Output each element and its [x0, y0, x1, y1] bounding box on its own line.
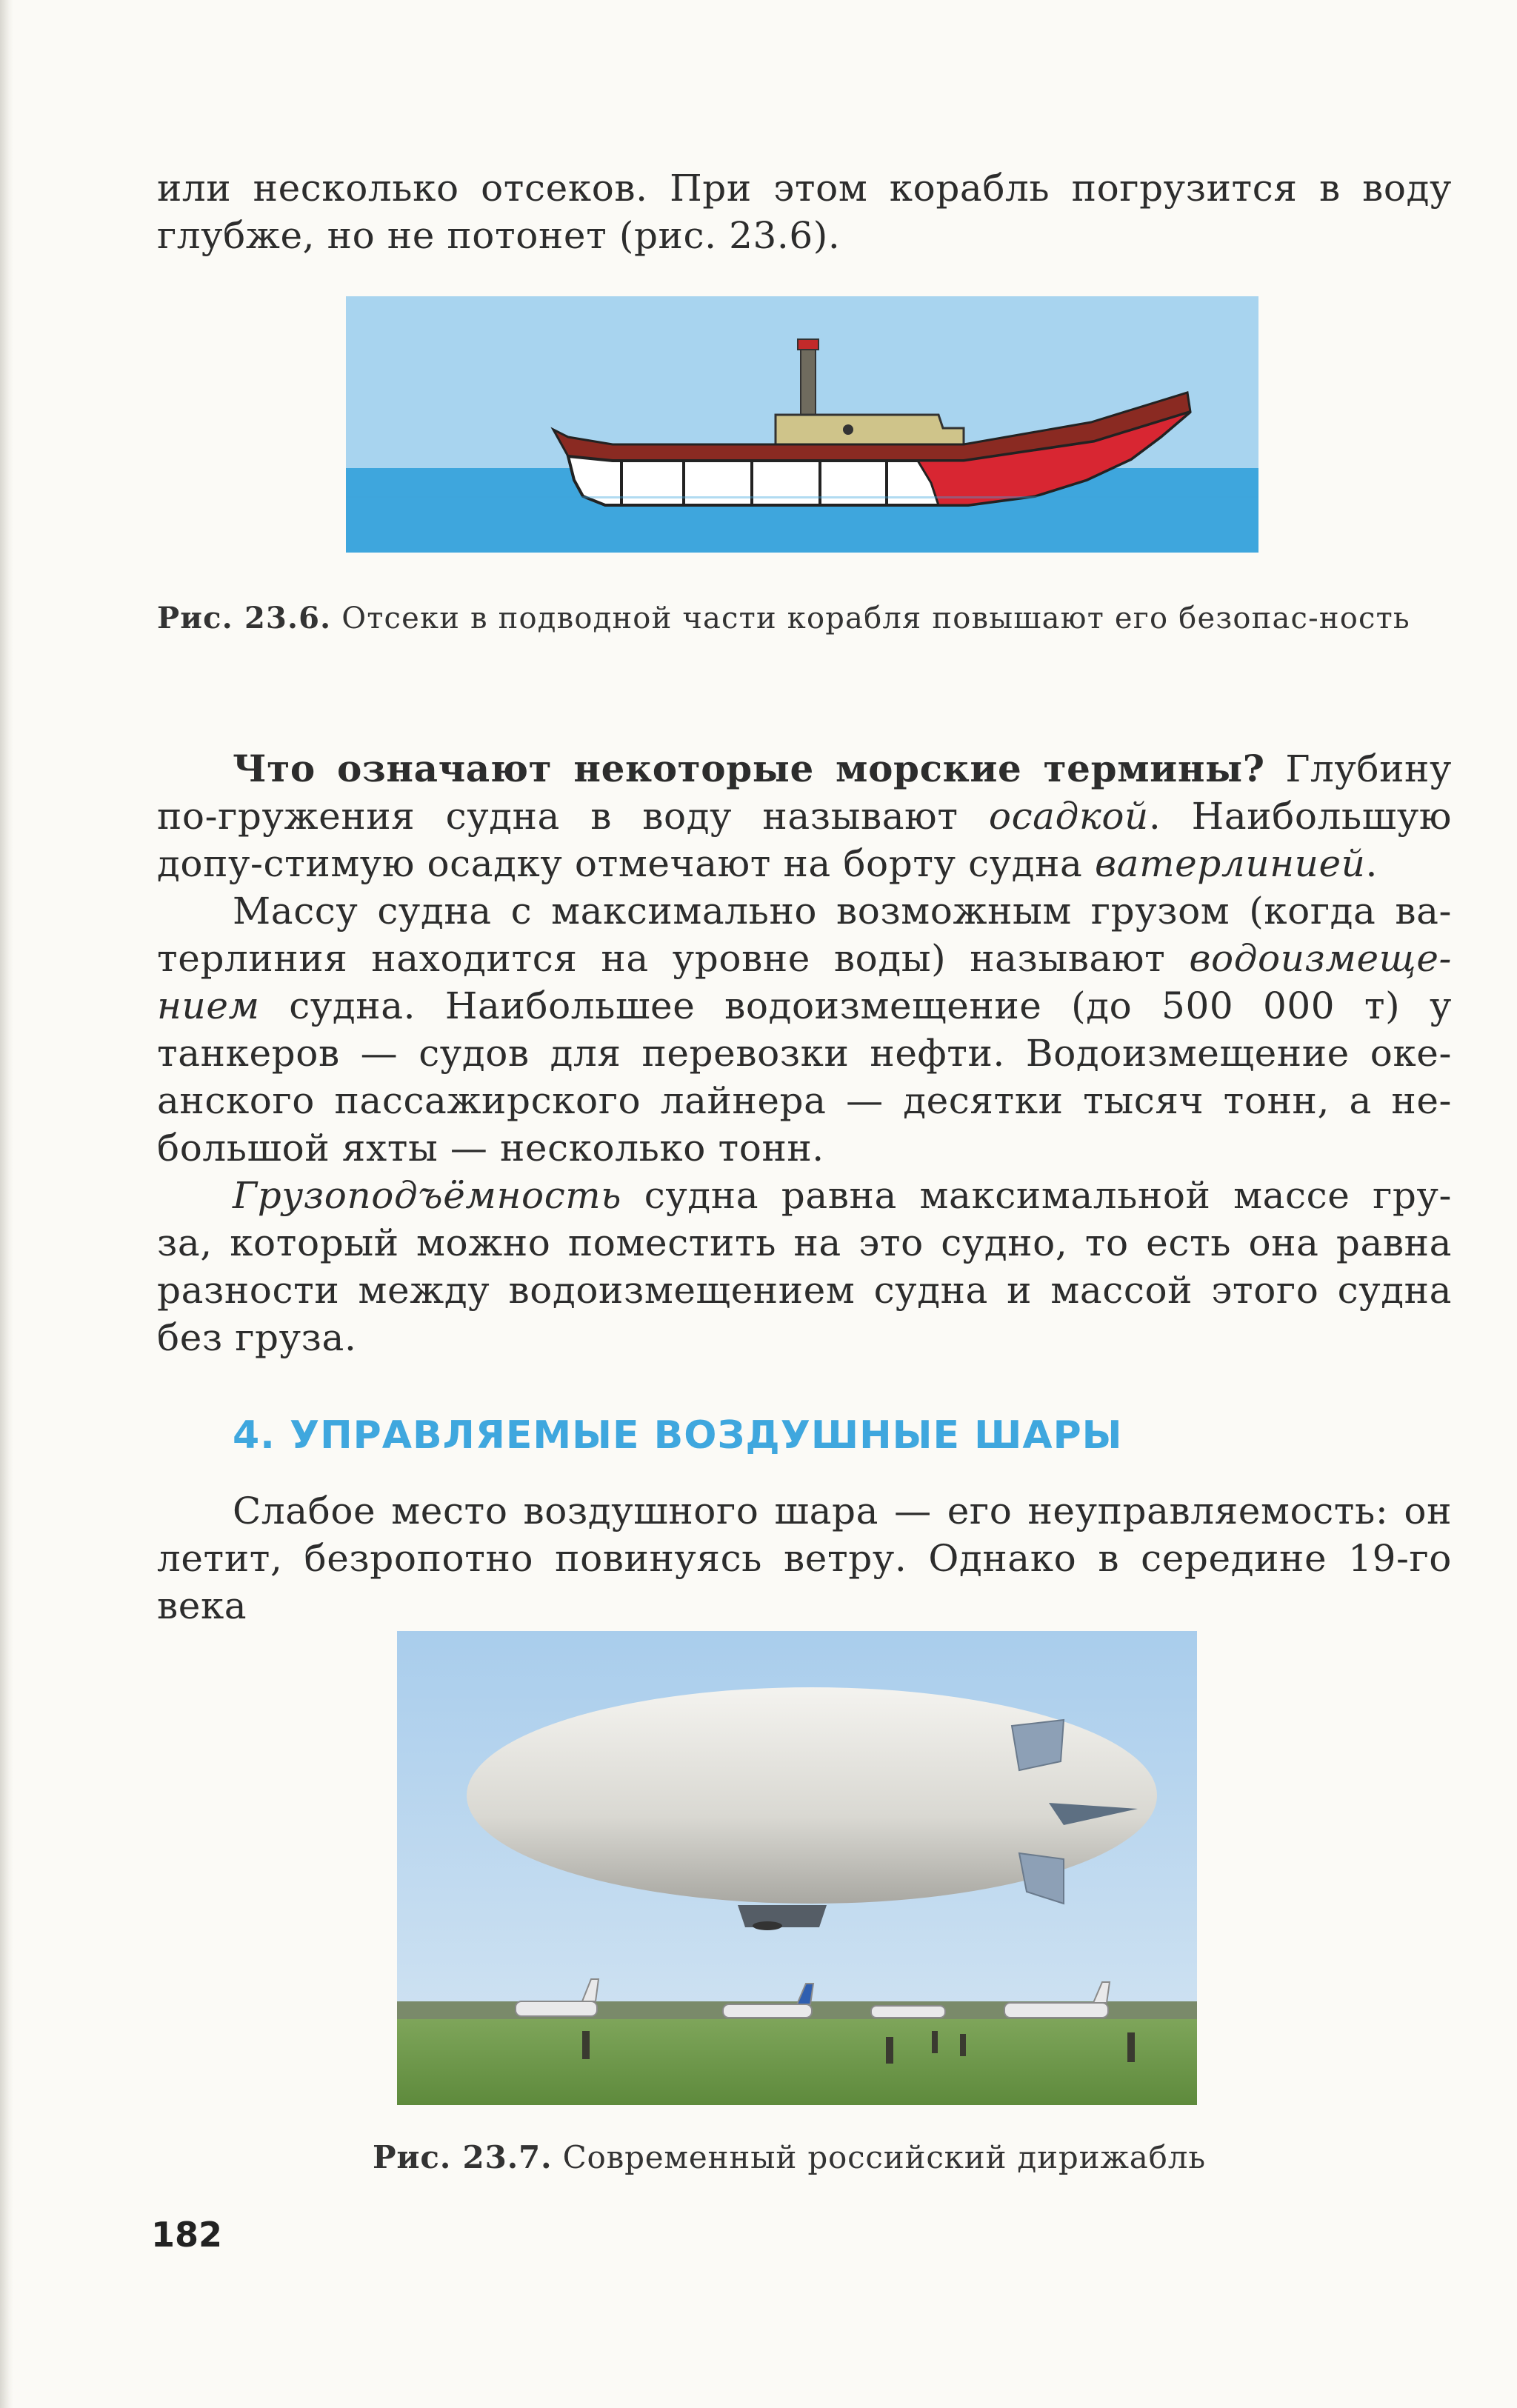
intro-line-2: глубже, но не потонет (рис. 23.6). [157, 214, 841, 257]
airship-illustration [397, 1631, 1197, 2105]
ship-illustration [346, 296, 1258, 553]
text-run: . Наибольшую допу-стимую осадку отмечают на борту судна [157, 795, 1452, 885]
caption-fig-23-6 [157, 597, 1452, 640]
airship-intro-text: Слабое место воздушного шара — его неуправляемость: он летит, безропотно повинуясь ветру. Однако в середине 19-го века [157, 1490, 1452, 1627]
intro-line-1: или несколько отсеков. При этом корабль погрузится в воду [157, 167, 1452, 210]
figure-airship [397, 1631, 1197, 2105]
caption-label: Рис. 23.7. [373, 2139, 553, 2175]
tail-fin-top [1012, 1720, 1064, 1770]
airfield-grass [397, 2019, 1197, 2105]
text-run: судна равна максимальной массе гру-за, который можно поместить на это судно, то есть она равна разности между водоизмещением судна и массой этого судна без груза. [157, 1174, 1452, 1359]
section-heading: 4. УПРАВЛЯЕМЫЕ ВОЗДУШНЫЕ ШАРЫ [233, 1413, 1123, 1458]
question-heading: Что означают некоторые морские термины? [233, 747, 1265, 790]
funnel-top [798, 339, 818, 350]
paragraph-displacement [157, 887, 1452, 1172]
term-capacity: Грузоподъёмность [233, 1174, 622, 1217]
page-edge-shadow [0, 0, 13, 2408]
porthole [843, 424, 853, 435]
marine-terms-section [157, 745, 1452, 1361]
paragraph-capacity [157, 1172, 1452, 1361]
airship-gondola [738, 1905, 827, 1927]
term-waterline: ватерлинией [1094, 842, 1366, 885]
figure-ship-compartments [346, 296, 1258, 553]
gondola-wheel [753, 1921, 782, 1930]
term-draft: осадкой [988, 795, 1149, 838]
paragraph-draft [157, 745, 1452, 887]
text-run: . [1365, 842, 1378, 885]
caption-text: Отсеки в подводной части корабля повышают его безопас-ность [341, 601, 1410, 636]
text-run: Массу судна с максимально возможным грузом (когда ва-терлиния находится на уровне воды) называют [157, 890, 1452, 980]
caption-text: Современный российский дирижабль [562, 2139, 1206, 2175]
text-run: судна. Наибольшее водоизмещение (до 500 000 т) у танкеров — судов для перевозки нефти. Водоизмещение оке-анского пассажирского лайнера — десятки тысяч тонн, а не-большой яхты — несколько тонн. [157, 984, 1452, 1170]
caption-label: Рис. 23.6. [157, 601, 332, 636]
text-run: Глубину по-гружения судна в воду называют [157, 747, 1452, 838]
section4-paragraph [157, 1487, 1452, 1630]
page-number: 182 [151, 2215, 223, 2255]
ship-funnel [801, 344, 816, 418]
ship-cabin [776, 415, 964, 444]
term-displacement: водоизмеще-нием [157, 937, 1453, 1027]
caption-fig-23-7 [373, 2136, 1206, 2179]
intro-paragraph [157, 164, 1452, 259]
waterline [346, 496, 1258, 498]
